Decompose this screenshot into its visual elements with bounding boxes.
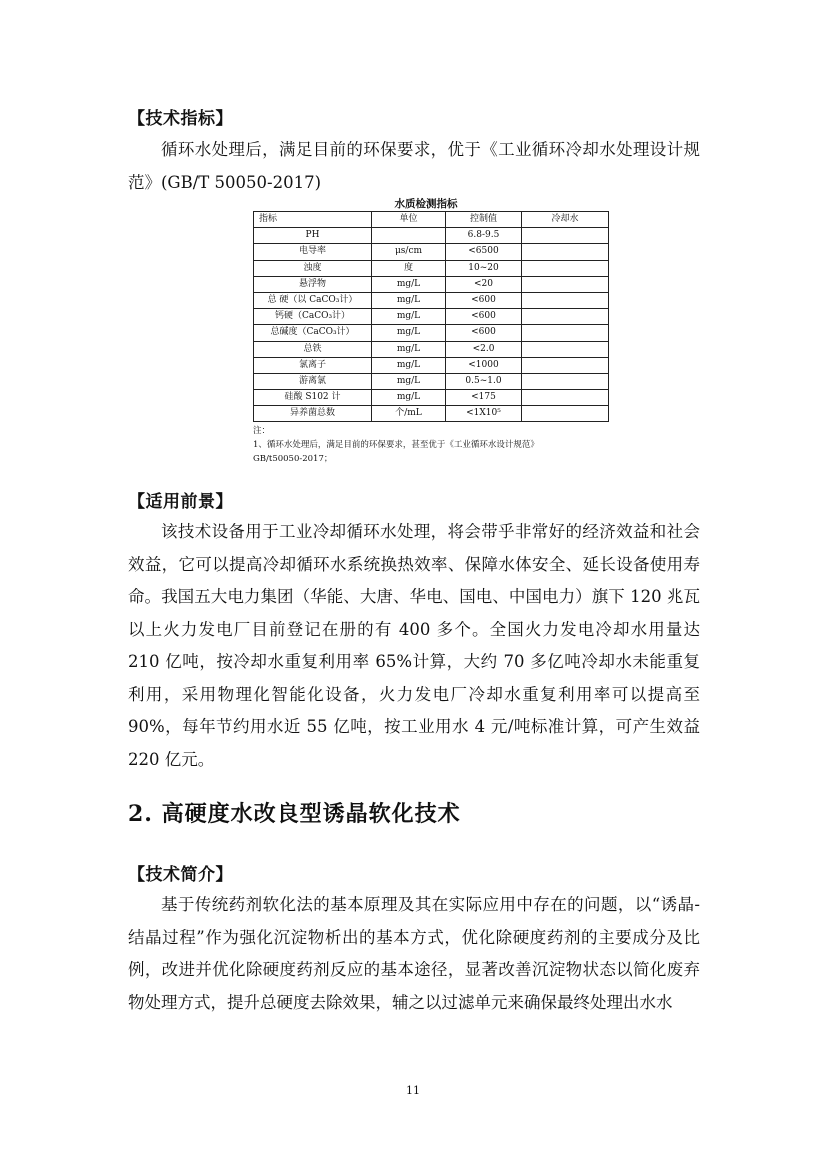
table-cell: <6500	[446, 244, 522, 260]
table-title: 水质检测指标	[394, 198, 458, 210]
table-note-line: GB/t50050-2017；	[253, 454, 333, 465]
table-row	[254, 228, 609, 244]
table-cell: mg/L	[372, 292, 446, 308]
application-text: 该技术设备用于工业冷却循环水处理，将会带乎非常好的经济效益和社会效益，它可以提高冷却循环水系统换热效率、保障水体安全、延长设备使用寿命。我国五大电力集团（华能、大唐、华电、国电、中国电力）旗下 120 兆瓦以上火力发电厂目前登记在册的有 400 多个。全国火力发电冷却水用量达 210 亿吨，按冷却水重复利用率 65%计算，大约 70 多亿吨冷却水未能重复利用，采用物理化智能化设备，火力发电厂冷却水重复利用率可以提高至 90%，每年节约用水近 55 亿吨，按工业用水 4 元/吨标准计算，可产生效益 220 亿元。	[128, 522, 700, 769]
table-cell: mg/L	[372, 357, 446, 373]
tech-index-heading: 【技术指标】	[128, 109, 233, 129]
table-cell	[522, 260, 609, 276]
table-cell	[522, 228, 609, 244]
table-cell: mg/L	[372, 341, 446, 357]
table-cell: 钙硬（CaCO₃计）	[254, 309, 372, 325]
table-cell: 个/mL	[372, 406, 446, 422]
table-cell: 硅酸 S102 计	[254, 390, 372, 406]
table-cell: <1X10⁵	[446, 406, 522, 422]
table-cell: 浊度	[254, 260, 372, 276]
table-cell: mg/L	[372, 276, 446, 292]
table-cell: 游离氯	[254, 373, 372, 389]
table-cell: 异养菌总数	[254, 406, 372, 422]
intro-text: 基于传统药剂软化法的基本原理及其在实际应用中存在的问题，以“诱晶-结晶过程”作为强化沉淀物析出的基本方式，优化除硬度药剂的主要成分及比例，改进并优化除硬度药剂反应的基本途径，显著改善沉淀物状态以简化废弃物处理方式，提升总硬度去除效果，辅之以过滤单元来确保最终处理出水水	[128, 895, 700, 1012]
table-cell: 电导率	[254, 244, 372, 260]
table-cell	[522, 244, 609, 260]
table-cell: mg/L	[372, 325, 446, 341]
section-title: 2. 高硬度水改良型诱晶软化技术	[128, 801, 461, 827]
table-note-line: 1、循环水处理后，满足目前的环保要求，甚至优于《工业循环水设计规范》	[253, 440, 539, 451]
table-header-row	[254, 212, 609, 228]
table-cell	[372, 228, 446, 244]
water-quality-table	[253, 211, 609, 422]
table-cell: <2.0	[446, 341, 522, 357]
table-row	[254, 309, 609, 325]
table-cell: <175	[446, 390, 522, 406]
table-cell: μs/cm	[372, 244, 446, 260]
intro-heading: 【技术简介】	[128, 865, 233, 885]
application-paragraph	[128, 516, 700, 776]
table-note-label: 注：	[253, 426, 271, 437]
table-cell: <600	[446, 325, 522, 341]
intro-paragraph	[128, 889, 700, 1019]
table-note	[253, 424, 599, 466]
table-cell: PH	[254, 228, 372, 244]
table-row	[254, 341, 609, 357]
header-cell: 控制值	[446, 212, 522, 228]
table-cell	[522, 406, 609, 422]
table-cell: 总铁	[254, 341, 372, 357]
table-cell: 悬浮物	[254, 276, 372, 292]
table-cell: mg/L	[372, 309, 446, 325]
table-cell	[522, 341, 609, 357]
table-row	[254, 276, 609, 292]
table-cell	[522, 309, 609, 325]
table-row	[254, 260, 609, 276]
tech-index-paragraph	[128, 134, 700, 199]
table-cell: 6.8-9.5	[446, 228, 522, 244]
table-cell	[522, 390, 609, 406]
tech-index-text: 循环水处理后，满足目前的环保要求，优于《工业循环冷却水处理设计规范》(GB/T 50050-2017)	[128, 140, 700, 192]
table-cell	[522, 357, 609, 373]
table-cell: <1000	[446, 357, 522, 373]
table-cell: 0.5~1.0	[446, 373, 522, 389]
table-row	[254, 357, 609, 373]
table-cell: <600	[446, 309, 522, 325]
table-row	[254, 325, 609, 341]
application-heading: 【适用前景】	[128, 492, 233, 512]
table-cell	[522, 292, 609, 308]
table-cell: 度	[372, 260, 446, 276]
table-row	[254, 390, 609, 406]
table-cell: mg/L	[372, 373, 446, 389]
table-cell: <600	[446, 292, 522, 308]
table-row	[254, 244, 609, 260]
water-quality-table-block	[253, 197, 599, 466]
header-cell: 指标	[254, 212, 372, 228]
table-row	[254, 373, 609, 389]
table-cell: 氯离子	[254, 357, 372, 373]
table-cell	[522, 373, 609, 389]
header-cell: 单位	[372, 212, 446, 228]
header-cell: 冷却水	[522, 212, 609, 228]
page-number: 11	[406, 1084, 420, 1097]
table-row	[254, 406, 609, 422]
table-cell	[522, 325, 609, 341]
table-row	[254, 292, 609, 308]
table-cell: mg/L	[372, 390, 446, 406]
table-cell: 总 硬（以 CaCO₃计）	[254, 292, 372, 308]
table-cell	[522, 276, 609, 292]
table-cell: <20	[446, 276, 522, 292]
table-cell: 10~20	[446, 260, 522, 276]
table-cell: 总碱度（CaCO₃计）	[254, 325, 372, 341]
